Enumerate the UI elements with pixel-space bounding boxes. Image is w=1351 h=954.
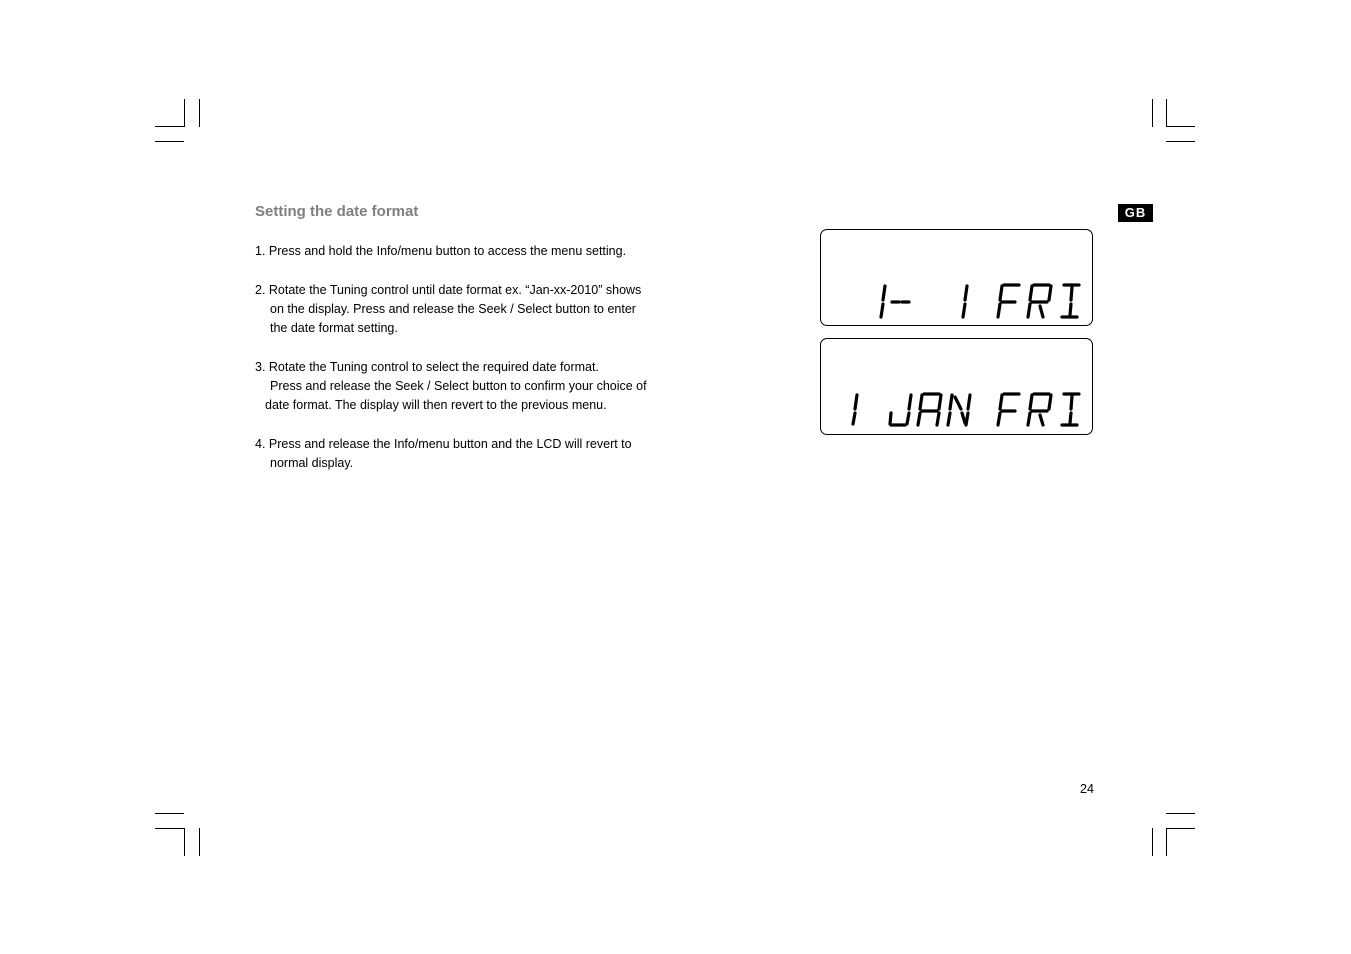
page-number: 24: [1080, 782, 1094, 796]
crop-mark: [1166, 126, 1195, 127]
crop-mark: [199, 828, 200, 856]
crop-mark: [1152, 99, 1153, 127]
crop-mark: [155, 126, 184, 127]
crop-mark: [1166, 99, 1167, 127]
step-line: 4. Press and release the Info/menu button and the LCD will revert to: [255, 437, 632, 451]
crop-mark: [199, 99, 200, 127]
crop-mark: [184, 99, 185, 127]
language-badge: GB: [1118, 204, 1153, 222]
crop-mark: [1166, 828, 1167, 856]
crop-mark: [155, 141, 184, 142]
lcd-display-date-month: [820, 338, 1093, 435]
instruction-step-1: [255, 242, 626, 261]
step-line: date format. The display will then revert to the previous menu.: [265, 398, 607, 412]
lcd-segment-digits: [821, 230, 1094, 327]
step-line: 2. Rotate the Tuning control until date format ex. “Jan-xx-2010” shows: [255, 283, 642, 297]
crop-mark: [1166, 141, 1195, 142]
instruction-step-2: [255, 281, 641, 338]
step-line: normal display.: [270, 456, 354, 470]
instruction-step-4: [255, 435, 632, 473]
section-heading: Setting the date format: [255, 203, 419, 220]
crop-mark: [184, 828, 185, 856]
crop-mark: [1152, 828, 1153, 856]
step-line: 1. Press and hold the Info/menu button to access the menu setting.: [255, 244, 627, 258]
crop-mark: [155, 813, 184, 814]
step-line: Press and release the Seek / Select button to confirm your choice of: [270, 379, 647, 393]
lcd-segment-digits: [821, 339, 1094, 436]
crop-mark: [1166, 813, 1195, 814]
step-line: on the display. Press and release the Seek / Select button to enter: [270, 302, 636, 316]
instruction-step-3: [255, 358, 647, 415]
crop-mark: [1166, 828, 1195, 829]
lcd-display-date-numeric: [820, 229, 1093, 326]
step-line: 3. Rotate the Tuning control to select the required date format.: [255, 360, 599, 374]
crop-mark: [155, 828, 184, 829]
step-line: the date format setting.: [270, 321, 398, 335]
